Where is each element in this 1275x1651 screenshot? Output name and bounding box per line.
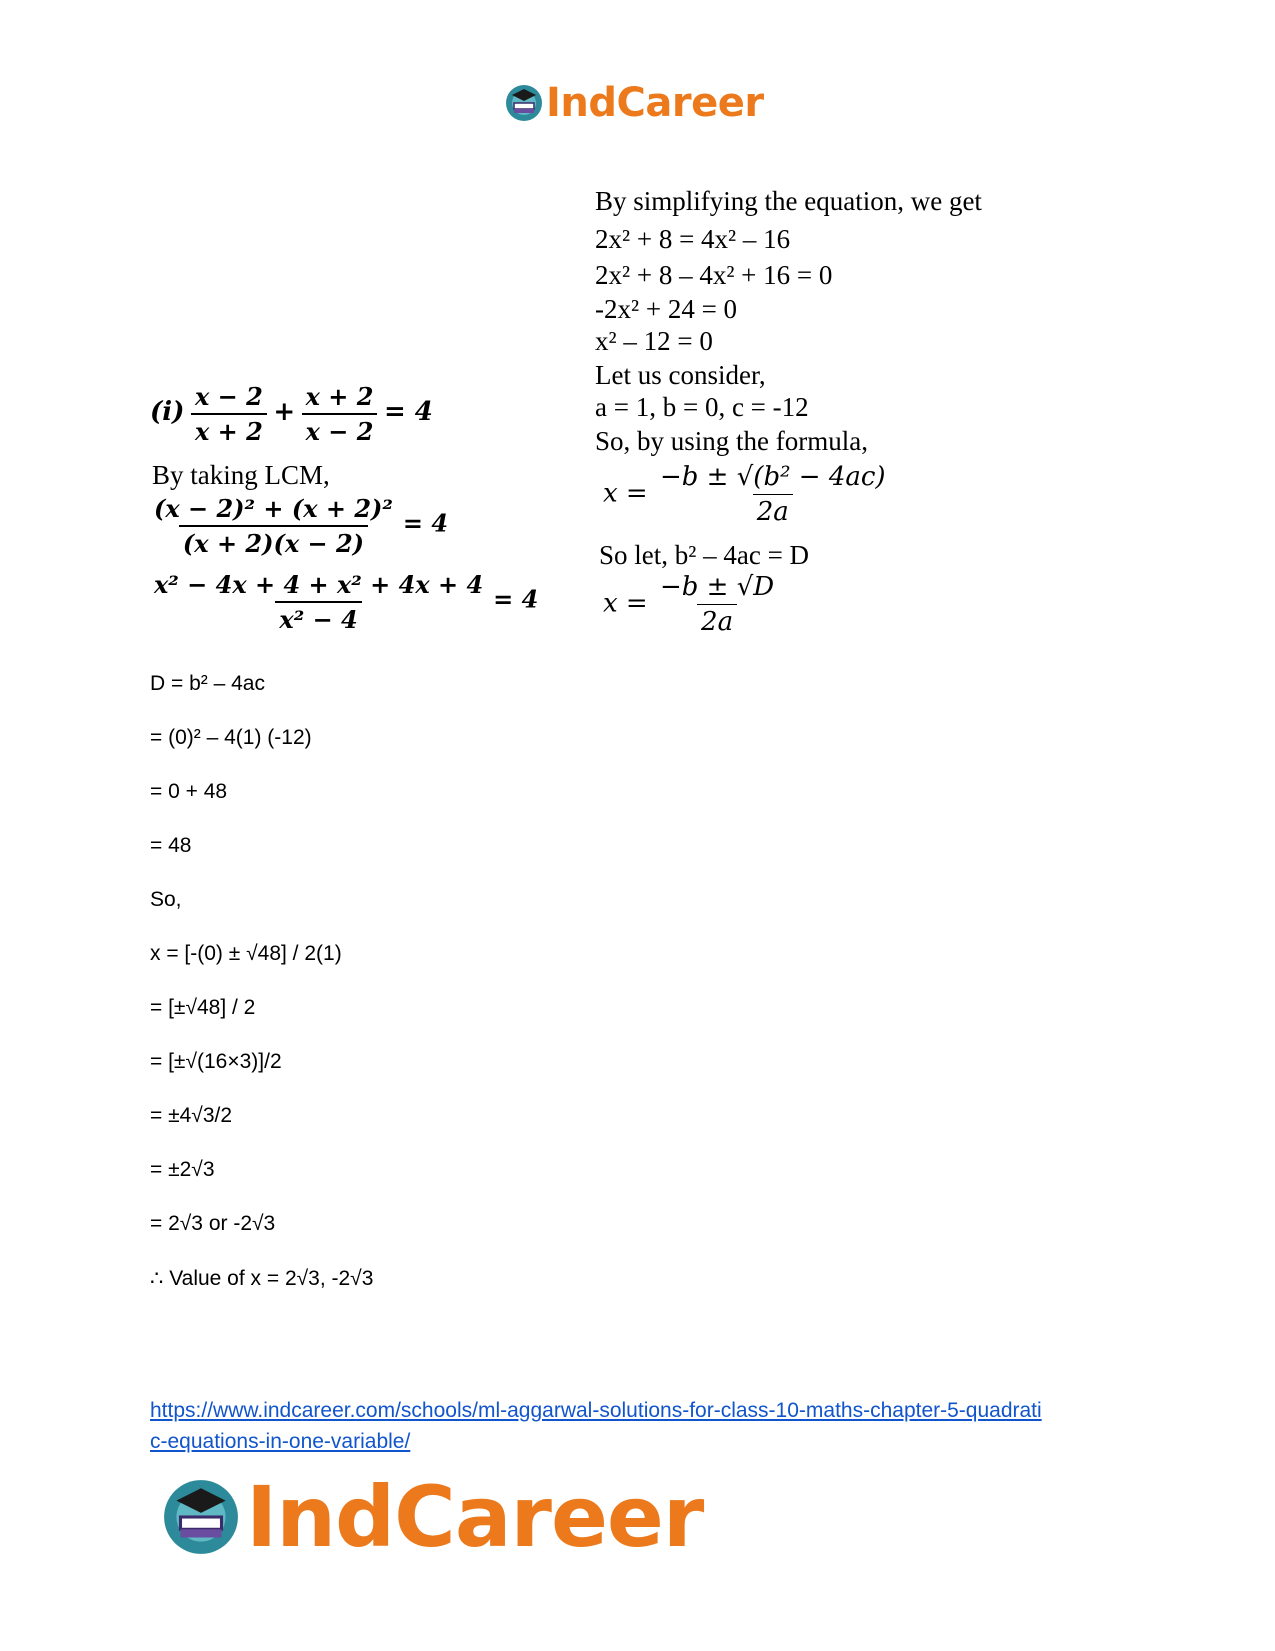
equation-i: (i) $\frac{x - 2}{x + 2}$ + $\frac{x + 2}{x - 2}$ = 4: [150, 382, 433, 446]
step-line: 2x² + 8 = 4x² – 16: [595, 224, 791, 254]
equation-expanded: [150, 570, 538, 634]
step-line: -2x² + 24 = 0: [595, 294, 738, 324]
step-text: So,: [150, 888, 182, 911]
denominator: x² − 4: [275, 601, 361, 634]
simplify-text: By simplifying the equation, we get: [595, 186, 982, 216]
logo-text: IndCareer: [246, 1468, 704, 1566]
step-text: = (0)² – 4(1) (-12): [150, 726, 312, 749]
step-text: = ±2√3: [150, 1158, 215, 1181]
consider-text: Let us consider,: [595, 360, 766, 390]
fraction: [150, 494, 397, 558]
step-line: 2x² + 8 – 4x² + 16 = 0: [595, 260, 833, 290]
equation-image-left: [150, 370, 580, 650]
step-text: = [±√48] / 2: [150, 996, 256, 1019]
link-line-2[interactable]: c-equations-in-one-variable/: [150, 1430, 411, 1453]
step-text: D = b² – 4ac: [150, 672, 265, 695]
step-text: = [±√(16×3)]/2: [150, 1050, 282, 1073]
denominator: 2a: [753, 494, 793, 527]
formula-text: So, by using the formula,: [595, 426, 868, 456]
fraction: [302, 382, 378, 446]
lhs: x =: [603, 588, 648, 619]
step-text: x = [-(0) ± √48] / 2(1): [150, 942, 342, 965]
link-line-1[interactable]: https://www.indcareer.com/schools/ml-aggarwal-solutions-for-class-10-maths-chapter-5-quadrati: [150, 1399, 1042, 1422]
rhs: = 4: [383, 396, 433, 427]
denominator: x − 2: [302, 413, 378, 446]
conclusion-text: ∴ Value of x = 2√3, -2√3: [150, 1267, 374, 1290]
quadratic-formula: [603, 462, 890, 527]
denominator: 2a: [697, 604, 737, 637]
step-text: = 48: [150, 834, 192, 857]
formula-with-d: [603, 572, 778, 637]
source-link[interactable]: [150, 1395, 1140, 1457]
graduation-book-icon: [504, 83, 544, 123]
label-i: (i): [150, 396, 185, 427]
let-d-text: So let, b² – 4ac = D: [599, 540, 810, 570]
denominator: (x + 2)(x − 2): [179, 525, 368, 558]
equation-lcm: [150, 494, 448, 558]
step-text: = 2√3 or -2√3: [150, 1212, 276, 1235]
indcareer-logo-bottom: [160, 1468, 703, 1566]
numerator: x² − 4x + 4 + x² + 4x + 4: [154, 570, 484, 599]
graduation-book-icon: [160, 1476, 242, 1558]
indcareer-logo-top: [504, 80, 764, 126]
fraction: [191, 382, 267, 446]
numerator: x − 2: [194, 382, 263, 411]
numerator: −b ± √(b² − 4ac): [659, 462, 886, 492]
equation-image-right: [595, 180, 1035, 650]
fraction: [656, 462, 890, 527]
coefficients-text: a = 1, b = 0, c = -12: [595, 392, 809, 422]
fraction: [656, 572, 778, 637]
fraction: [150, 570, 487, 634]
numerator: x + 2: [305, 382, 374, 411]
numerator: (x − 2)² + (x + 2)²: [154, 494, 393, 523]
lhs: x =: [603, 478, 648, 509]
numerator: −b ± √D: [659, 572, 775, 602]
logo-text: IndCareer: [546, 80, 764, 126]
lcm-text: By taking LCM,: [152, 460, 330, 490]
step-text: = 0 + 48: [150, 780, 228, 803]
rhs: = 4: [493, 584, 539, 614]
step-text: = ±4√3/2: [150, 1104, 233, 1127]
rhs: = 4: [402, 508, 449, 538]
step-line: x² – 12 = 0: [595, 326, 713, 356]
denominator: x + 2: [191, 413, 267, 446]
